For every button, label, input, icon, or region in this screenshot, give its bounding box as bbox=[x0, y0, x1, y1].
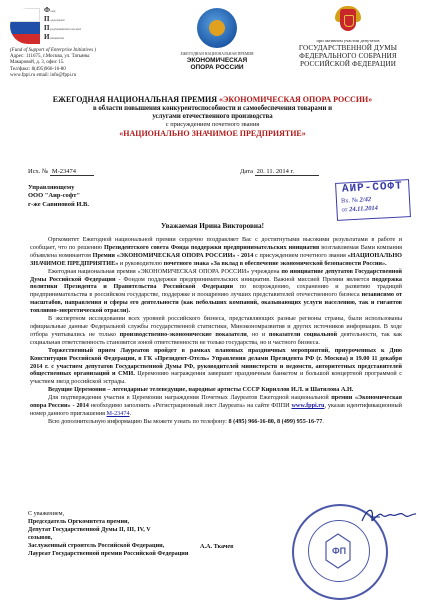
recipient-title: Управляющему bbox=[28, 184, 75, 191]
svg-text:ФП: ФП bbox=[332, 546, 347, 556]
stamp-company: АИР-СОФТ bbox=[341, 180, 404, 196]
fund-en-name: (Fund of Support of Enterprise Initiatives ) bbox=[10, 48, 97, 53]
header-center bbox=[178, 6, 256, 71]
greeting: Уважаемая Ирина Викторовна! bbox=[160, 222, 265, 230]
title-subline: с присуждением почетного звания bbox=[165, 121, 260, 129]
signer-position: созывов, bbox=[28, 533, 53, 541]
title-prefix: ЕЖЕГОДНАЯ НАЦИОНАЛЬНАЯ ПРЕМИЯ bbox=[52, 95, 219, 104]
closing: С уважением, bbox=[28, 510, 65, 517]
address-line: Макаровой, д. 3, офис 15. bbox=[10, 60, 65, 66]
title-subline: в области повышения конкурентоспособности и самообеспечения товарами и bbox=[92, 105, 332, 112]
fppi-site-link[interactable]: www.fppi.ru bbox=[291, 402, 325, 410]
logo-subwords: онд оддержки редпринимательских нициатив bbox=[50, 9, 82, 40]
ref-label: Исх. № bbox=[28, 168, 49, 175]
stamp-vx-value: 2/42 bbox=[359, 196, 372, 204]
paragraph: Для подтверждения участия в Церемонии награждения Почетных Лауреатов Ежегодной национальной премии «Экономическая опора России» - 2014 необходимо заполнить «Регистрационный лист Лауреата» на сайте ФППИ www.fppi.ru, указав идентификационный номер данного приглашения М-23474. bbox=[30, 394, 402, 417]
duma-line: ФЕДЕРАЛЬНОГО СОБРАНИЯ bbox=[299, 52, 397, 61]
premium-logo-icon bbox=[191, 6, 243, 50]
stamp-date-value: 24.11.2014 bbox=[348, 204, 379, 214]
paragraph: Ежегодная национальная премия «ЭКОНОМИЧЕСКАЯ ОПОРА РОССИИ» учреждена по инициативе депутатов Государственной Думы Российской Федерации - Фондом поддержки предпринимательских инициатив. Важной миссией Премии является поддержка политики Президента и Правительства Российской Федерации по возрождению, сохранению и развитию традиций предпринимательства в российском государстве, поддержке и поощрению лучших представителей отечественного бизнеса независимо от масштабов, направления и сферы его деятельности (как небольших компаний, оказывающих услуги населению, так и гигантов топливно-энергетической отрасли). bbox=[30, 267, 403, 315]
ref-date bbox=[240, 168, 319, 176]
header-left bbox=[10, 6, 150, 79]
recipient-block bbox=[28, 184, 89, 209]
paragraph: Оргкомитет Ежегодной национальной премии сердечно поздравляет Вас с достигнутыми высокими результатами в работе и сообщает, что по решению Президентского совета Фонда поддержки предпринимательских инициатив возглавляемая Вами компания объявлена номинантом Премии «ЭКОНОМИЧЕСКАЯ ОПОРА РОССИИ» - 2014 с присуждением почетного звания «НАЦИОНАЛЬНО ЗНАЧИМОЕ ПРЕДПРИЯТИЕ» и руководителю почетного знака «За вклад в обеспечение экономической безопасности России». bbox=[30, 236, 403, 267]
recipient-company: ООО "Аир-софт" bbox=[28, 192, 81, 200]
title-honorary-name: «НАЦИОНАЛЬНО ЗНАЧИМОЕ ПРЕДПРИЯТИЕ» bbox=[119, 129, 306, 139]
ref-number: М-23474 bbox=[50, 168, 94, 176]
title-premium-name: «ЭКОНОМИЧЕСКАЯ ОПОРА РОССИИ» bbox=[219, 95, 373, 104]
address-line: Адрес: 111675, г.Москва, ул. Татьяны bbox=[10, 54, 90, 60]
stamp-date: от 24.11.2014 bbox=[341, 204, 379, 214]
premium-name-line2: ОПОРА РОССИИ bbox=[190, 64, 244, 71]
document-title bbox=[0, 95, 425, 139]
stamp-vx: Вх. № 2/42 bbox=[340, 196, 372, 205]
title-subline: услугами отечественного производства bbox=[152, 113, 273, 121]
signer-title: Лауреат Государственной премии Российской Федерации bbox=[28, 549, 189, 557]
signature-block bbox=[28, 510, 328, 557]
signer-position: Депутат Государственной Думы II, III, IV, V bbox=[28, 525, 151, 533]
incoming-stamp bbox=[335, 179, 411, 221]
signer-position: Председатель Оргкомитета премии, bbox=[28, 517, 130, 525]
handwritten-signature-icon bbox=[360, 505, 418, 527]
invitation-number-link[interactable]: М-23474 bbox=[106, 409, 130, 417]
fppi-logo bbox=[10, 6, 82, 46]
paragraph: Всю дополнительную информацию Вы можете узнать по телефону: 8 (495) 966-16-80, 8 (499) 955-16-77. bbox=[48, 417, 324, 425]
date-value: 20. 11. 2014 г. bbox=[255, 168, 319, 176]
header-right bbox=[283, 6, 413, 69]
outgoing-ref bbox=[28, 168, 94, 176]
phone-line: Тел/факс: 8(495)966-16-80 bbox=[10, 66, 66, 72]
paragraph: Ведущие Церемонии – легендарные телеведущие, народные артисты СССР Кириллов И.Л. и Шатилова А.Н. bbox=[48, 386, 354, 394]
recipient-name: г-же Савиновой И.В. bbox=[28, 200, 90, 208]
paragraph: Торжественный прием Лауреатов пройдет в рамках плановых праздничных мероприятий, приуроченных к Дню Конституции Российской Федерации, в ГК «Президент-Отель» Управления делами Президента РФ (г. Москва) в 19.00 11 декабря 2014 г. с участием депутатов Государственной Думы РФ, руководителей министерств и ведомств, авторитетных представителей общественных организаций и СМИ. Церемонию награждения завершит праздничным банкетом и большой концертной программой с участием звезд российской эстрады. bbox=[30, 346, 402, 386]
web-email-line: www.fppi.ru email: info@fppi.ru bbox=[10, 72, 77, 78]
duma-line: РОССИЙСКОЙ ФЕДЕРАЦИИ bbox=[299, 60, 397, 69]
logo-letters: Ф П П И bbox=[44, 6, 51, 41]
duma-line: ГОСУДАРСТВЕННОЙ ДУМЫ bbox=[298, 44, 398, 52]
fund-contacts bbox=[10, 48, 150, 79]
flag-emblem-icon bbox=[10, 8, 40, 44]
letter-body bbox=[30, 236, 402, 426]
premium-small-caption: ЕЖЕГОДНАЯ НАЦИОНАЛЬНАЯ ПРЕМИЯ bbox=[180, 52, 254, 56]
signer-name: А.А. Ткачев bbox=[200, 543, 234, 550]
premium-name-line1: ЭКОНОМИЧЕСКАЯ bbox=[186, 57, 248, 64]
signer-title: Заслуженный строитель Российской Федерации, bbox=[28, 541, 165, 549]
duma-caption: при активном участии депутатов bbox=[316, 38, 380, 43]
paragraph: В экспертном исследовании всех уровней российского бизнеса, представляющих разные регионы страны, были использованы официальные данные Федеральной службы государственной статистики, Минэкономразвития и других источников информации. В ходе отбора учитывались не только производственно-экономические показатели, но и показатели социальной деятельности, так как социальная ответственность становится зоной ответственности не только государства, но и частного бизнеса. bbox=[30, 315, 403, 346]
date-label: Дата bbox=[240, 168, 253, 175]
coat-of-arms-icon bbox=[335, 6, 361, 36]
